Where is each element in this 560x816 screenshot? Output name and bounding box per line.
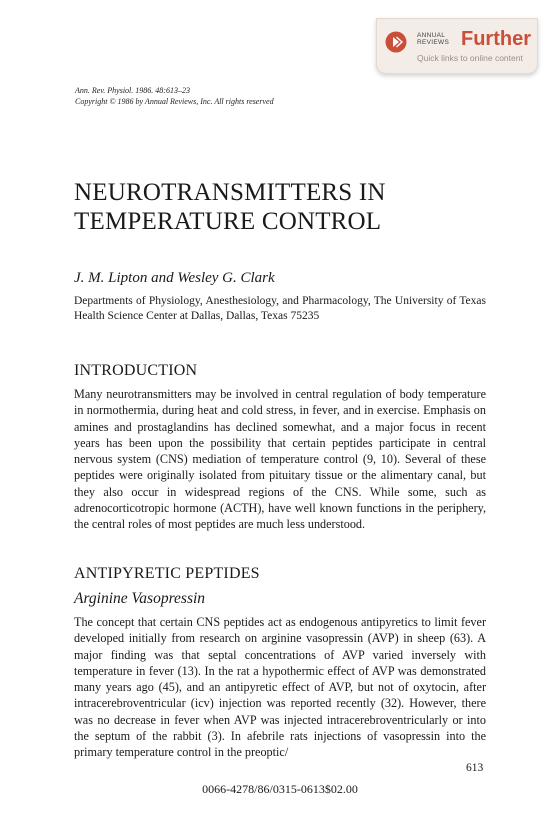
author-names: J. M. Lipton and Wesley G. Clark	[74, 270, 275, 286]
heading-arginine-vasopressin: Arginine Vasopressin	[74, 590, 206, 607]
copyright-line: Copyright © 1986 by Annual Reviews, Inc. All rights reserved	[75, 97, 274, 106]
page-number: 613	[466, 762, 484, 774]
citation-line-1: Ann. Rev. Physiol. 1986. 48:613–23	[75, 86, 190, 95]
annual-reviews-brand: ANNUAL REVIEWS	[417, 32, 450, 46]
article-title	[74, 178, 386, 236]
title-line-1: NEUROTRANSMITTERS IN	[74, 179, 386, 206]
further-subtitle: Quick links to online content	[417, 53, 523, 63]
introduction-paragraph: Many neurotransmitters may be involved in central regulation of body temperature in normothermia, during heat and cold stress, in fever, and in exercise. Emphasis on amines and prostaglandins has declined somewhat, and a major focus in recent years has been upon the possibility that certain peptides participate in central nervous system (CNS) mediation of temperature control (9, 10). Several of these peptides were originally isolated from pituitary tissue or the alimentary canal, but they also occur in widespread regions of the CNS. While some, such as adrenocorticotropic hormone (ACTH), have well known functions in the periphery, the central roles of most peptides are much less understood.	[74, 387, 486, 532]
further-label: Further	[461, 28, 531, 50]
footer-code: 0066-4278/86/0315-0613$02.00	[202, 782, 358, 796]
journal-citation	[75, 85, 274, 107]
further-badge[interactable]	[376, 18, 538, 74]
annual-reviews-logo-icon	[385, 31, 407, 53]
title-line-2: TEMPERATURE CONTROL	[74, 208, 382, 235]
heading-antipyretic-peptides: ANTIPYRETIC PEPTIDES	[74, 565, 260, 582]
author-affiliation: Departments of Physiology, Anesthesiology, and Pharmacology, The University of Texas Health Science Center at Dallas, Dallas, Texas 75235	[74, 295, 486, 322]
heading-introduction: INTRODUCTION	[74, 362, 198, 379]
vasopressin-paragraph: The concept that certain CNS peptides act as endogenous antipyretics to limit fever developed initially from research on arginine vasopressin (AVP) in sheep (63). A major finding was that septal concentrations of AVP varied inversely with temperature in fever (13). In the rat a hypothermic effect of AVP was demonstrated many years ago (45), and an antipyretic effect of AVP, but not of oxytocin, after intracerebroventricular (icv) injection was reported recently (32). However, there was no decrease in fever when AVP was injected intracerebroventricularly or into the septum of the rabbit (3). In afebrile rats injections of vasopressin into the primary temperature control in the preoptic/	[74, 615, 486, 760]
